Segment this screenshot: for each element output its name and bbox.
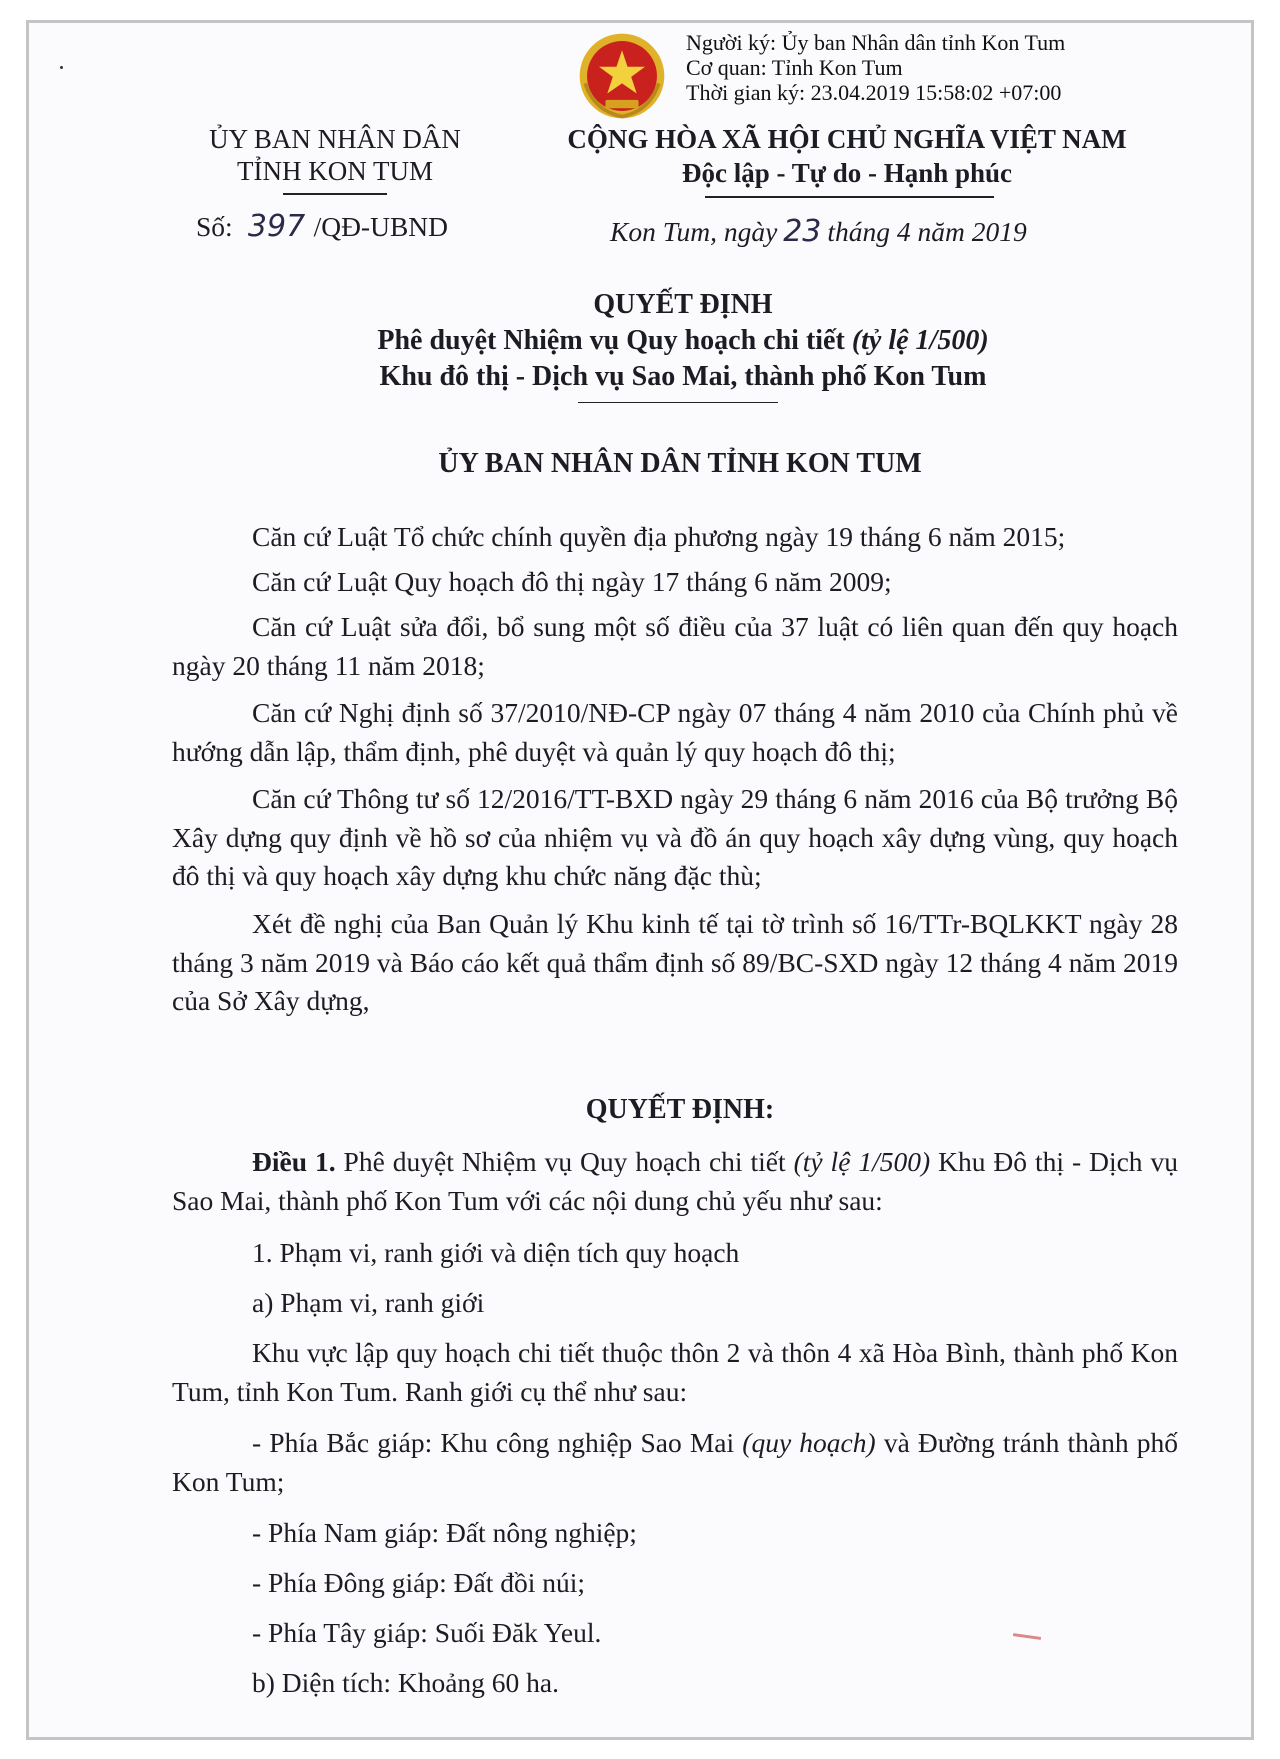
number-handwritten: 397 <box>247 209 306 244</box>
document-date <box>610 214 1027 249</box>
issuing-authority: ỦY BAN NHÂN DÂN TỈNH KON TUM <box>438 448 922 479</box>
subject-line1 <box>377 325 988 357</box>
preamble-5: Căn cứ Thông tư số 12/2016/TT-BXD ngày 29 tháng 6 năm 2016 của Bộ trưởng Bộ Xây dựng quy định về hồ sơ của nhiệm vụ và đồ án quy hoạch xây dựng vùng, quy hoạch đô thị và quy hoạch xây dựng khu chức năng đặc thù; <box>172 783 1178 891</box>
date-suffix: tháng 4 năm 2019 <box>827 216 1027 247</box>
preamble-1: Căn cứ Luật Tổ chức chính quyền địa phương ngày 19 tháng 6 năm 2015; <box>252 521 1066 552</box>
issuer-underline <box>283 193 387 195</box>
preamble-6: Xét đề nghị của Ban Quản lý Khu kinh tế tại tờ trình số 16/TTr-BQLKKT ngày 28 tháng 3 năm 2019 và Báo cáo kết quả thẩm định số 89/BC-SXD ngày 12 tháng 4 năm 2019 của Sở Xây dựng, <box>172 908 1178 1016</box>
article-1: Điều 1. Phê duyệt Nhiệm vụ Quy hoạch chi tiết (tỷ lệ 1/500) Khu Đô thị - Dịch vụ Sao Mai, thành phố Kon Tum với các nội dung chủ yếu như sau: <box>172 1146 1178 1216</box>
motto-underline <box>705 196 994 198</box>
date-day-handwritten: 23 <box>783 214 822 249</box>
scan-speck <box>60 66 63 69</box>
signature-agency: Cơ quan: Tỉnh Kon Tum <box>686 55 903 80</box>
document-number <box>196 209 448 244</box>
signature-time: Thời gian ký: 23.04.2019 15:58:02 +07:00 <box>686 80 1062 105</box>
boundary-south: - Phía Nam giáp: Đất nông nghiệp; <box>252 1517 637 1548</box>
number-prefix: Số: <box>196 211 233 242</box>
decision-heading: QUYẾT ĐỊNH: <box>585 1094 775 1125</box>
country-name: CỘNG HÒA XÃ HỘI CHỦ NGHĨA VIỆT NAM <box>567 124 1127 154</box>
boundary-north: - Phía Bắc giáp: Khu công nghiệp Sao Mai (quy hoạch) và Đường tránh thành phố Kon Tum; <box>172 1427 1179 1497</box>
issuer-line2: TỈNH KON TUM <box>237 156 433 186</box>
subject-line2: Khu đô thị - Dịch vụ Sao Mai, thành phố Kon Tum <box>379 361 987 392</box>
document-title: QUYẾT ĐỊNH <box>593 289 773 320</box>
national-emblem-icon <box>576 30 668 122</box>
subject-plain: Phê duyệt Nhiệm vụ Quy hoạch chi tiết <box>377 325 845 356</box>
boundary-east: - Phía Đông giáp: Đất đồi núi; <box>252 1567 586 1598</box>
signature-signer: Người ký: Ủy ban Nhân dân tỉnh Kon Tum <box>686 30 1066 55</box>
subsection-a-heading: a) Phạm vi, ranh giới <box>252 1287 485 1318</box>
motto: Độc lập - Tự do - Hạnh phúc <box>681 158 1013 188</box>
section-1-heading: 1. Phạm vi, ranh giới và diện tích quy hoạch <box>252 1237 740 1268</box>
article-1-label: Điều 1. <box>252 1146 336 1177</box>
number-suffix: /QĐ-UBND <box>313 211 449 242</box>
issuer-line1: ỦY BAN NHÂN DÂN <box>209 124 461 154</box>
title-underline <box>578 402 778 403</box>
subject-scale: (tỷ lệ 1/500) <box>851 325 989 356</box>
preamble-3: Căn cứ Luật sửa đổi, bổ sung một số điều của 37 luật có liên quan đến quy hoạch ngày 20 tháng 11 năm 2018; <box>172 611 1178 681</box>
preamble-2: Căn cứ Luật Quy hoạch đô thị ngày 17 tháng 6 năm 2009; <box>252 566 892 597</box>
boundary-west: - Phía Tây giáp: Suối Đăk Yeul. <box>252 1617 602 1648</box>
preamble-4: Căn cứ Nghị định số 37/2010/NĐ-CP ngày 07 tháng 4 năm 2010 của Chính phủ về hướng dẫn lập, thẩm định, phê duyệt và quản lý quy hoạch đô thị; <box>172 697 1178 767</box>
subsection-b-area: b) Diện tích: Khoảng 60 ha. <box>252 1667 560 1698</box>
date-prefix: Kon Tum, ngày <box>610 216 778 247</box>
planning-area-text: Khu vực lập quy hoạch chi tiết thuộc thôn 2 và thôn 4 xã Hòa Bình, thành phố Kon Tum, tỉnh Kon Tum. Ranh giới cụ thể như sau: <box>172 1337 1178 1407</box>
